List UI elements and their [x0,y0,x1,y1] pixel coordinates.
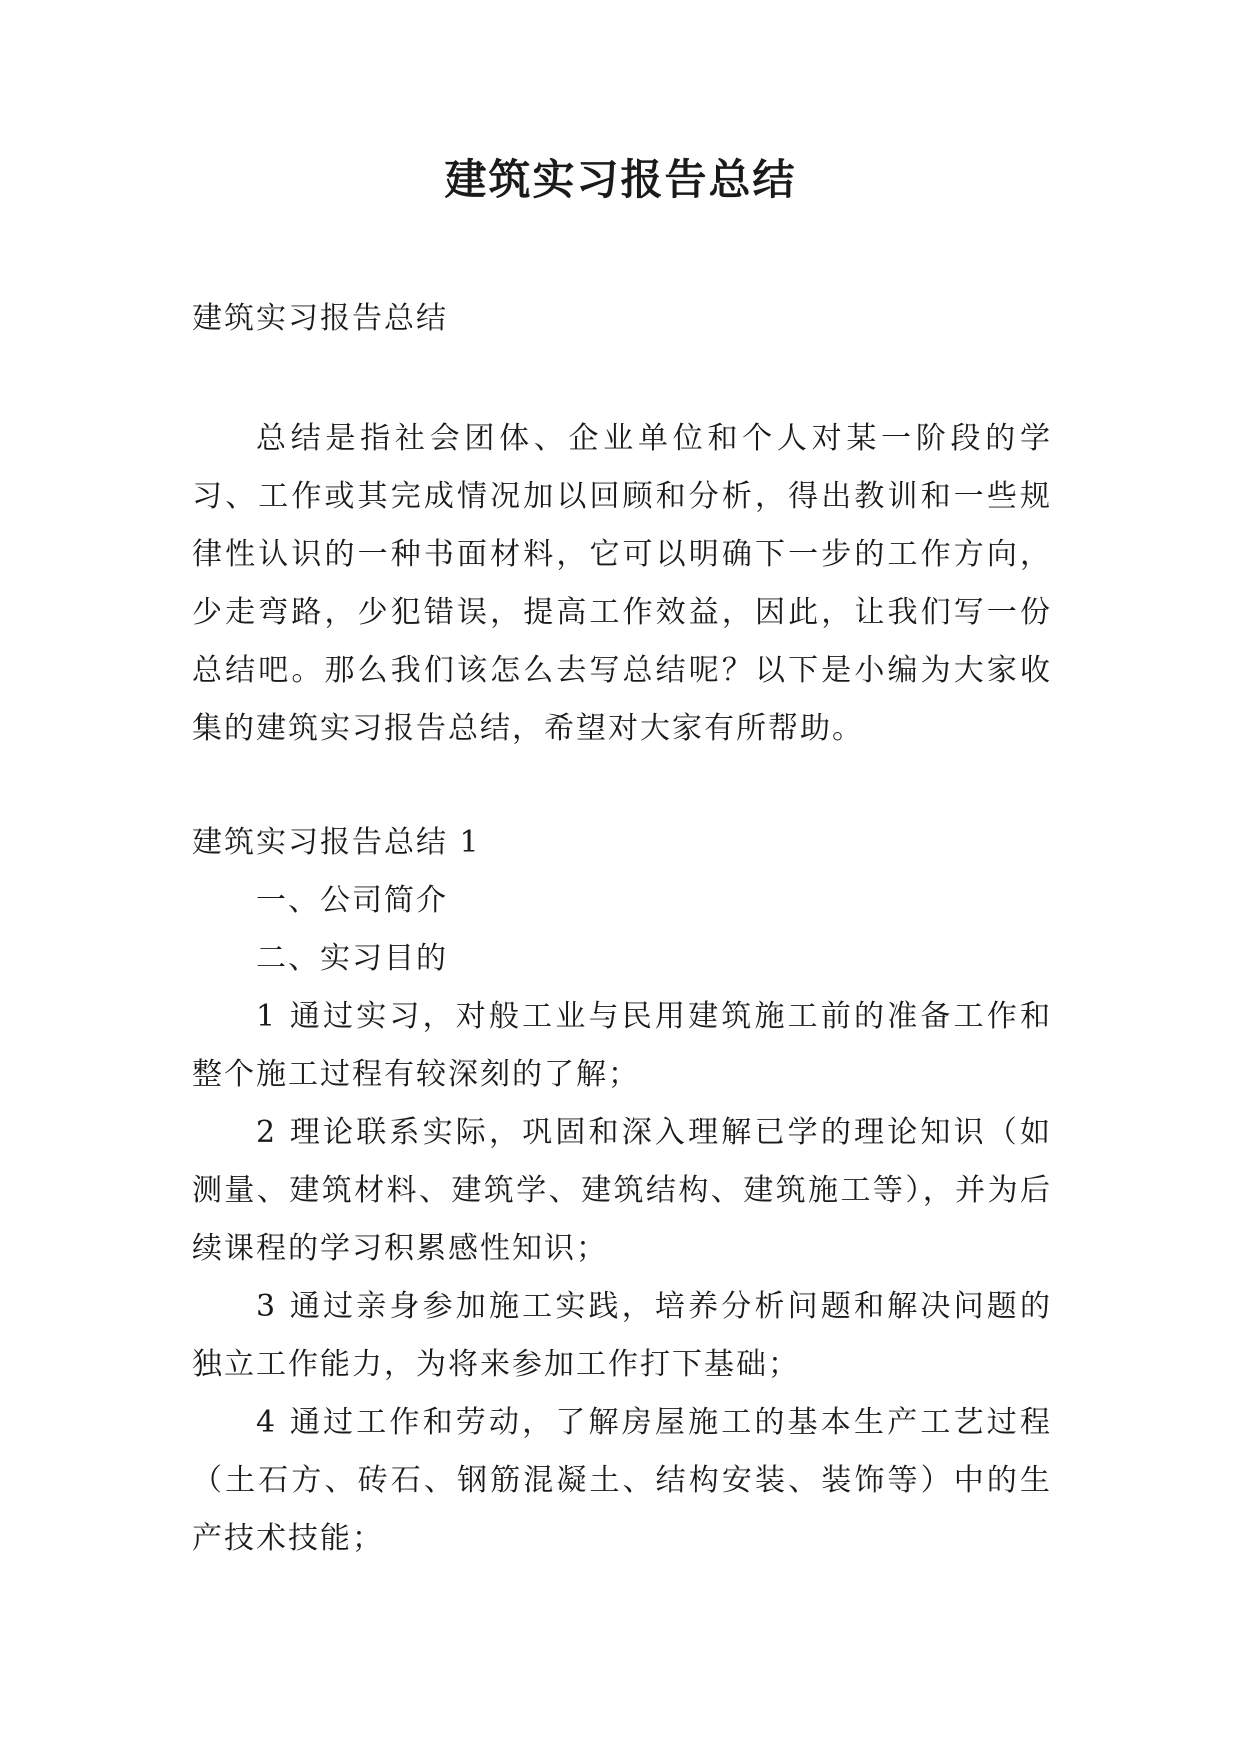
list-item: 二、实习目的 [256,941,448,976]
document-title: 建筑实习报告总结 [444,155,797,204]
intro-paragraph: 总结是指社会团体、企业单位和个人对某一阶段的学习、工作或其完成情况加以回顾和分析，得出教训和一些规律性认识的一种书面材料，它可以明确下一步的工作方向，少走弯路，少犯错误，提高工作效益，因此，让我们写一份总结吧。那么我们该怎么去写总结呢？以下是小编为大家收集的建筑实习报告总结，希望对大家有所帮助。 [192,421,1052,746]
document-subtitle: 建筑实习报告总结 [192,301,448,336]
list-item: 1 通过实习，对般工业与民用建筑施工前的准备工作和整个施工过程有较深刻的了解； [192,999,1052,1092]
spacer [192,348,1052,410]
spacer [192,758,1052,814]
list-item: 一、公司简介 [256,883,448,918]
list-item: 3 通过亲身参加施工实践，培养分析问题和解决问题的独立工作能力，为将来参加工作打下基础； [192,1289,1052,1382]
list-item: 2 理论联系实际，巩固和深入理解已学的理论知识（如测量、建筑材料、建筑学、建筑结构、建筑施工等），并为后续课程的学习积累感性知识； [192,1115,1052,1266]
list-item: 4 通过工作和劳动，了解房屋施工的基本生产工艺过程（土石方、砖石、钢筋混凝土、结构安装、装饰等）中的生产技术技能； [192,1405,1052,1556]
document-body [192,290,1052,1568]
section-heading: 建筑实习报告总结 1 [192,825,481,860]
